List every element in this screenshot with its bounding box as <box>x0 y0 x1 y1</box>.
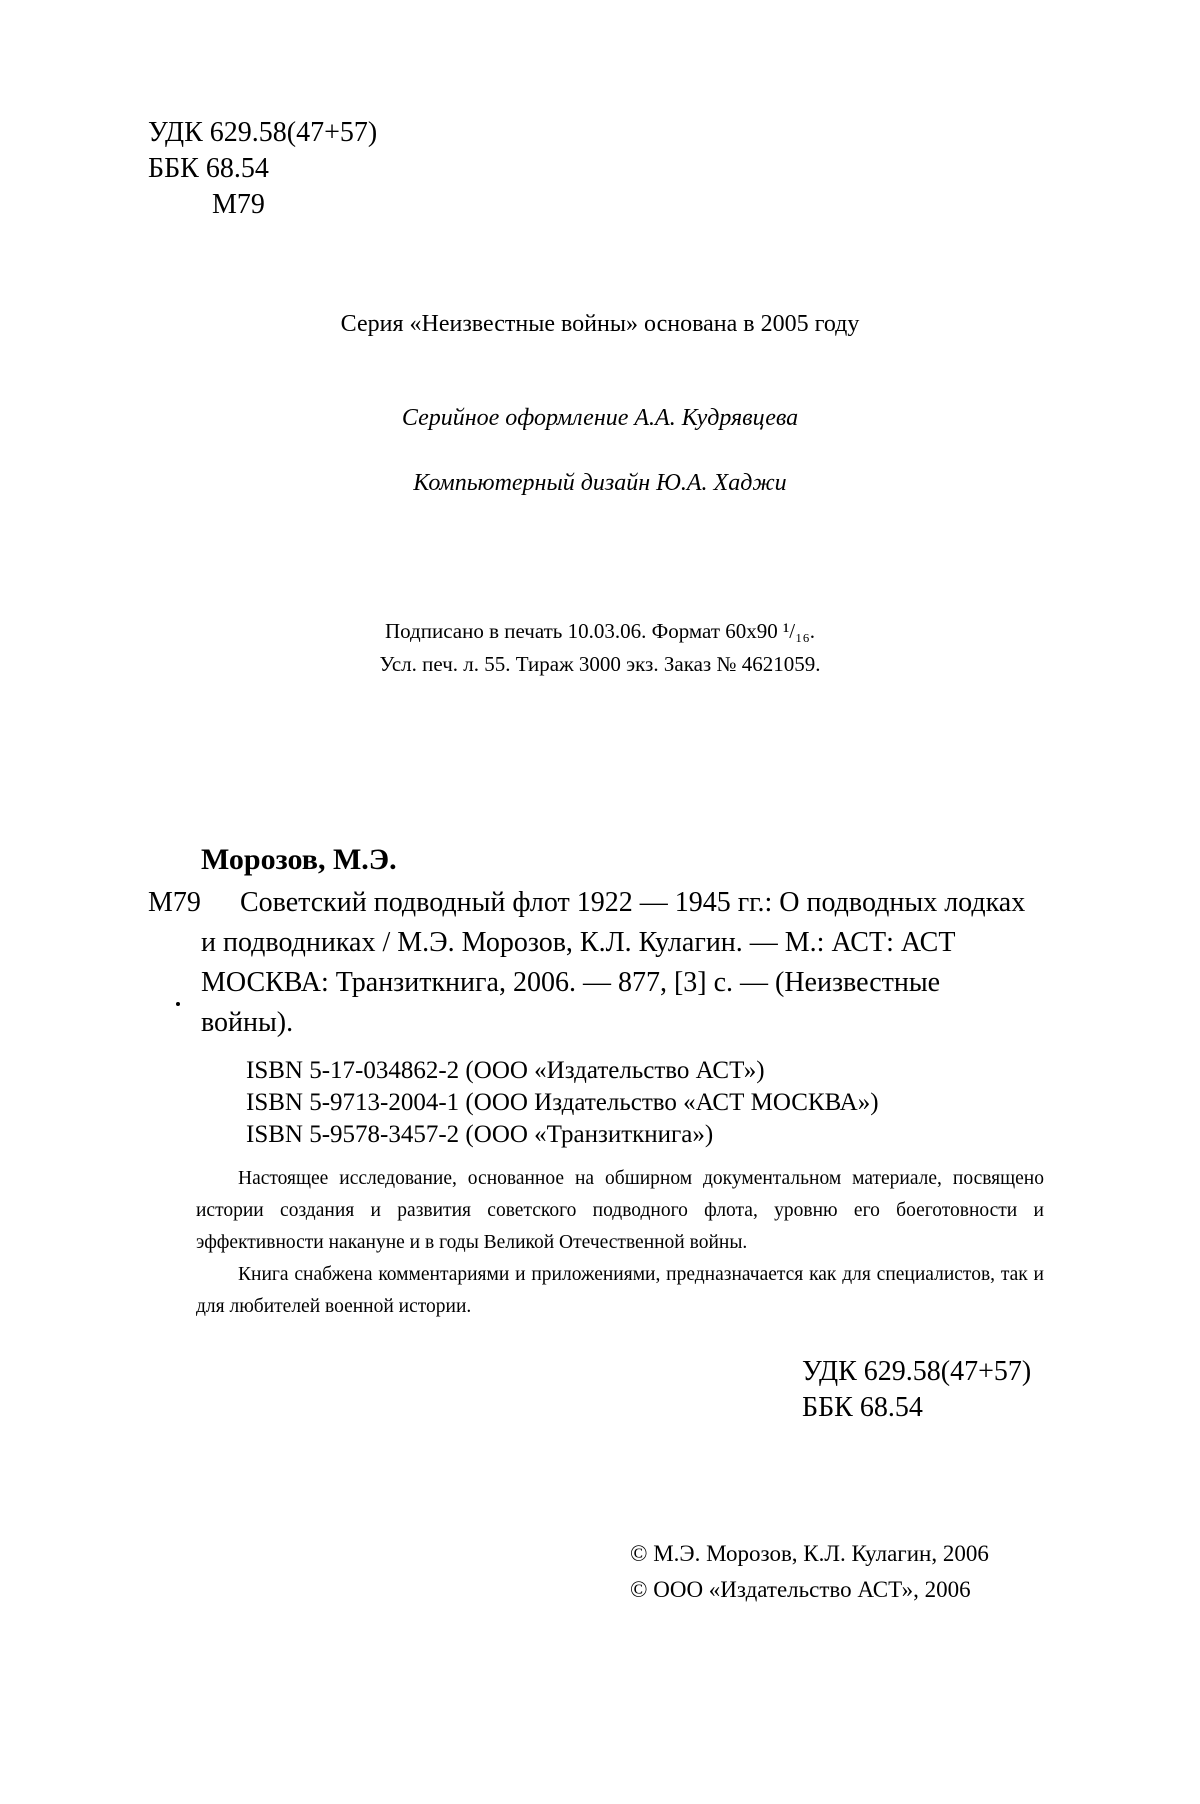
bbk-code-bottom: ББК 68.54 <box>802 1392 923 1423</box>
stray-dot-mark <box>176 1002 180 1006</box>
udk-code-bottom: УДК 629.58(47+57) <box>802 1356 1032 1387</box>
author-heading: Морозов, М.Э. <box>201 843 397 876</box>
isbn-1: ISBN 5-17-034862-2 (ООО «Издательство АСТ») <box>246 1057 765 1084</box>
bib-line-1: Советский подводный флот 1922 — 1945 гг.: О подводных лодках <box>240 887 1026 918</box>
annotation <box>196 1163 1044 1323</box>
copyright-publisher: © ООО «Издательство АСТ», 2006 <box>630 1577 971 1602</box>
bbk-code-top: ББК 68.54 <box>148 153 269 184</box>
copyright-authors: © М.Э. Морозов, К.Л. Кулагин, 2006 <box>630 1541 989 1566</box>
author-mark: М79 <box>148 887 201 918</box>
bib-line-3: МОСКВА: Транзиткнига, 2006. — 877, [3] с. — (Неизвестные <box>201 967 941 998</box>
udk-code-top: УДК 629.58(47+57) <box>148 117 378 148</box>
print-info <box>0 615 1200 681</box>
print-info-line-2: Усл. печ. л. 55. Тираж 3000 экз. Заказ № 4621059. <box>379 652 821 676</box>
annotation-paragraph-2: Книга снабжена комментариями и приложениями, предназначается как для специалистов, так и для любителей военной истории. <box>196 1264 1044 1317</box>
series-design-credit: Серийное оформление А.А. Кудрявцева <box>401 405 799 431</box>
bib-line-4: войны). <box>201 1007 294 1038</box>
annotation-paragraph-1: Настоящее исследование, основанное на обширном документальном материале, посвящено истории создания и развития советского подводного флота, уровню его боеготовности и эффективности накануне и в годы Великой Отечественной войны. <box>196 1168 1044 1253</box>
series-note: Серия «Неизвестные войны» основана в 2005 году <box>340 311 860 337</box>
isbn-list <box>246 1055 879 1151</box>
bib-line-2: и подводниках / М.Э. Морозов, К.Л. Кулагин. — М.: АСТ: АСТ <box>201 927 956 958</box>
copyright-block <box>630 1536 989 1608</box>
author-mark-top: М79 <box>212 189 265 220</box>
isbn-3: ISBN 5-9578-3457-2 (ООО «Транзиткнига») <box>246 1121 714 1148</box>
isbn-2: ISBN 5-9713-2004-1 (ООО Издательство «АСТ МОСКВА») <box>246 1089 879 1116</box>
print-info-line-1: Подписано в печать 10.03.06. Формат 60х90 ¹/₁₆. <box>384 619 816 643</box>
computer-design-credit: Компьютерный дизайн Ю.А. Хаджи <box>413 470 787 496</box>
